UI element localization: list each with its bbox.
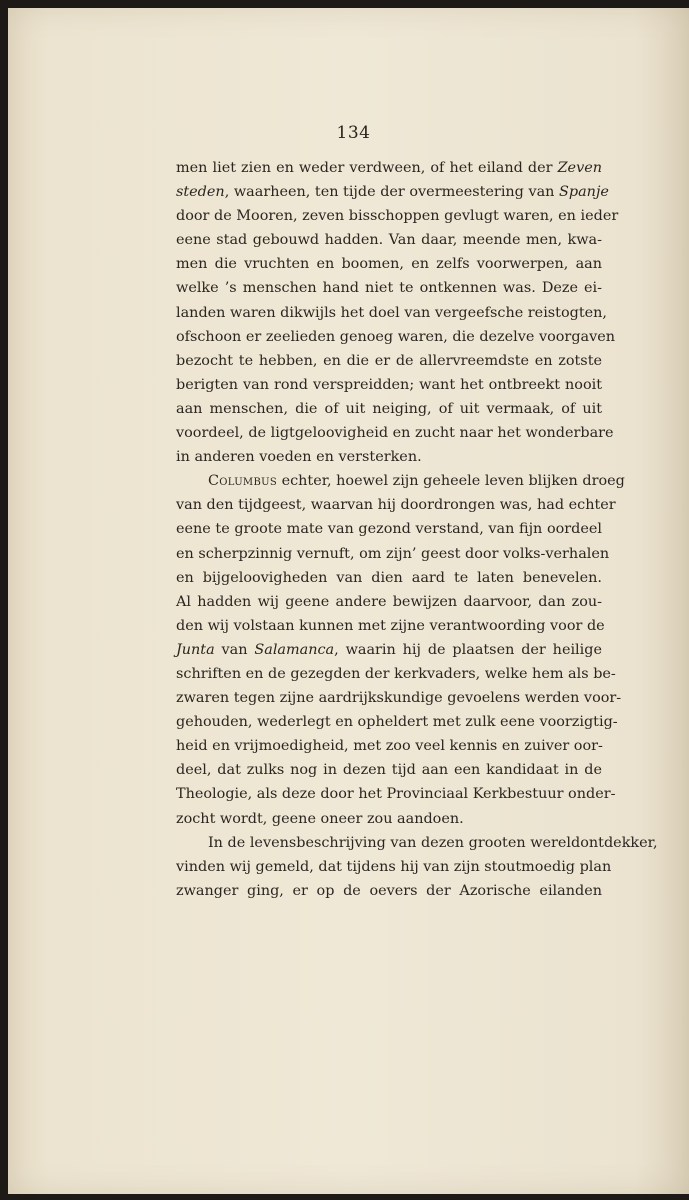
text-line	[176, 855, 612, 879]
text-run: van	[214, 641, 255, 658]
text-run: berigten van rond verspreidden; want het ontbreekt nooit	[176, 376, 602, 393]
text-line	[176, 566, 602, 590]
text-run: In de levensbeschrijving van dezen grooten wereldontdekker,	[208, 834, 658, 851]
text-run: , waarin hij de plaatsen der heilige	[334, 641, 602, 658]
text-run: schriften en de gezegden der kerkvaders, welke hem als be-	[176, 665, 616, 682]
text-line	[176, 734, 602, 758]
small-caps-text: Columbus	[208, 473, 277, 490]
text-line	[176, 710, 618, 734]
text-line	[176, 180, 609, 204]
text-run: Al hadden wij geene andere bewijzen daarvoor, dan zou-	[176, 593, 602, 610]
text-line	[176, 782, 616, 806]
text-line	[176, 638, 602, 662]
text-line	[176, 879, 602, 903]
text-line	[176, 373, 602, 397]
text-line	[176, 156, 602, 180]
text-line	[176, 469, 625, 493]
text-line	[176, 758, 602, 782]
text-line	[176, 204, 619, 228]
text-run: zwaren tegen zijne aardrijkskundige gevoelens werden voor-	[176, 690, 622, 707]
text-line	[176, 349, 602, 373]
italic-text: Salamanca	[254, 641, 335, 658]
text-line	[176, 445, 602, 469]
text-run: heid en vrijmoedigheid, met zoo veel kennis en zuiver oor-	[176, 738, 603, 755]
italic-text: Spanje	[559, 184, 609, 201]
italic-text: Zeven	[557, 160, 602, 176]
text-run: landen waren dikwijls het doel van vergeefsche reistogten,	[176, 304, 607, 321]
page-number: 134	[336, 123, 371, 143]
text-line	[176, 421, 614, 445]
text-run: aan menschen, die of uit neiging, of uit vermaak, of uit	[176, 400, 602, 417]
text-run: echter, hoewel zijn geheele leven blijken droeg	[277, 473, 625, 490]
text-line	[176, 662, 616, 686]
text-run: eene stad gebouwd hadden. Van daar, meende men, kwa-	[176, 232, 602, 249]
text-line	[176, 228, 602, 252]
italic-text: steden	[176, 184, 225, 201]
text-run: , waarheen, ten tijde der overmeestering van	[224, 184, 560, 201]
book-page	[8, 8, 689, 1194]
text-run: Theologie, als deze door het Provinciaal Kerkbestuur onder-	[176, 786, 616, 803]
text-run: zwanger ging, er op de oevers der Azorische eilanden	[176, 882, 602, 899]
text-line	[176, 614, 605, 638]
text-run: voordeel, de ligtgeloovigheid en zucht naar het wonderbare	[176, 425, 614, 442]
text-line	[176, 252, 602, 276]
text-run: en bijgeloovigheden van dien aard te laten benevelen.	[176, 569, 602, 586]
text-run: zocht wordt, geene oneer zou aandoen.	[176, 810, 464, 827]
text-run: deel, dat zulks nog in dezen tijd aan een kandidaat in de	[176, 762, 602, 779]
text-line	[176, 325, 616, 349]
text-run: men die vruchten en boomen, en zelfs voorwerpen, aan	[176, 256, 602, 273]
text-run: door de Mooren, zeven bisschoppen gevlugt waren, en ieder	[176, 208, 619, 225]
text-run: en scherpzinnig vernuft, om zijn’ geest door volks-verhalen	[176, 545, 610, 562]
text-line	[176, 517, 602, 541]
text-line	[176, 831, 658, 855]
text-line	[176, 301, 607, 325]
text-run: ofschoon er zeelieden genoeg waren, die dezelve voorgaven	[176, 328, 616, 345]
text-run: vinden wij gemeld, dat tijdens hij van zijn stoutmoedig plan	[176, 858, 612, 875]
text-run: eene te groote mate van gezond verstand, van fijn oordeel	[176, 521, 602, 538]
text-line	[176, 493, 616, 517]
text-line	[176, 807, 602, 831]
body-text	[176, 156, 658, 903]
text-line	[176, 590, 602, 614]
text-line	[176, 542, 610, 566]
text-line	[176, 397, 602, 421]
text-run: gehouden, wederlegt en opheldert met zulk eene voorzigtig-	[176, 714, 618, 731]
text-run: men liet zien en weder verdween, of het eiland der	[176, 160, 558, 176]
text-run: den wij volstaan kunnen met zijne verantwoording voor de	[176, 617, 605, 634]
italic-text: Junta	[176, 641, 215, 658]
text-run: in anderen voeden en versterken.	[176, 449, 422, 466]
text-line	[176, 686, 622, 710]
text-run: van den tijdgeest, waarvan hij doordrongen was, had echter	[176, 497, 616, 514]
text-line	[176, 276, 602, 300]
text-run: bezocht te hebben, en die er de allervreemdste en zotste	[176, 352, 602, 369]
text-run: welke ’s menschen hand niet te ontkennen was. Deze ei-	[176, 280, 602, 297]
